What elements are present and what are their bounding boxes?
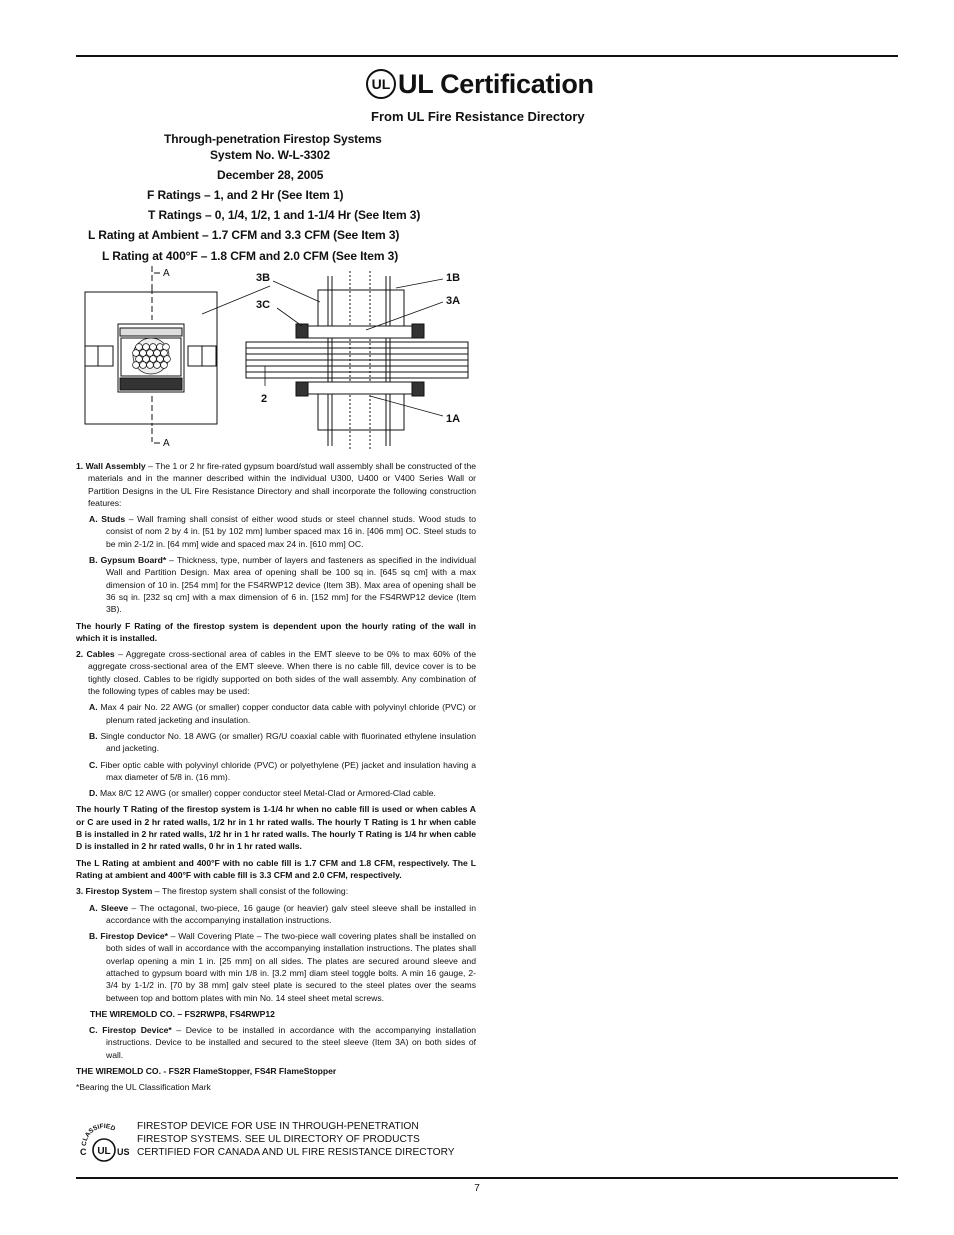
t-rating-note: The hourly T Rating of the firestop system is 1-1/4 hr when no cable fill is used or when cables A or C are used in 2 hr rated walls, 1/2 hr in 1 hr rated walls. The hourly T Rating is 1 hr when cable B is installed in 2 hr rated walls, 1/2 hr in 1 hr rated walls. The hourly T Rating is 1/4 hr when cable D is installed in 2 hr rated walls, 0 hr in 1 hr rated walls. (76, 804, 476, 852)
firestop-diagram (80, 266, 480, 460)
cul-classified-logo (76, 1120, 132, 1164)
f-rating-note: The hourly F Rating of the firestop system is dependent upon the hourly rating of the wall in which it is installed. (76, 620, 476, 643)
section-label-top: A (163, 268, 170, 279)
svg-text:C: C (80, 1147, 87, 1157)
callout-3c: 3C (256, 299, 271, 311)
svg-text:CLASSIFIED: CLASSIFIED (80, 1122, 117, 1147)
cable-a-item: A. Max 4 pair No. 22 AWG (or smaller) copper conductor data cable with polyvinyl chloride (PVC) or plenum rated jacketing and insulation. (89, 702, 476, 725)
cables-item: 2. Cables – Aggregate cross-sectional area of cables in the EMT sleeve to be 0% to max 60% of the aggregate cross-sectional area of the EMT sleeve. When there is no cable fill, device cover is to be tightly closed. Cables to be rigidly supported on both sides of the wall assembly. Any combination of the following types of cables may be used: (76, 649, 476, 697)
device-manufacturer: THE WIREMOLD CO. - FS2R FlameStopper, FS4R FlameStopper (76, 1066, 337, 1077)
page-title: UL Certification (398, 68, 594, 99)
cable-c-item: C. Fiber optic cable with polyvinyl chloride (PVC) or polyethylene (PE) jacket and insulation having a max diameter of 5/8 in. (16 mm). (89, 759, 476, 782)
firestop-device-item: C. Firestop Device* – Device to be installed in accordance with the accompanying installation instructions. Device to be installed and secured to the steel sleeve (Item 3A) on both sides of wall. (89, 1025, 476, 1060)
firestop-system-item: 3. Firestop System – The firestop system shall consist of the following: (76, 886, 349, 897)
bottom-rule (76, 1177, 898, 1179)
section-view (246, 271, 468, 451)
system-description (76, 460, 476, 1098)
callout-1a: 1A (446, 413, 461, 425)
svg-text:UL: UL (97, 1146, 111, 1157)
wall-assembly-item: 1. Wall Assembly – The 1 or 2 hr fire-rated gypsum board/stud wall assembly shall be constructed of the materials and in the manner described within the individual U300, U400 or V400 Series Wall or Partition Designs in the UL Fire Resistance Directory and shall incorporate the following construction features: (76, 461, 476, 508)
l-rating-ambient: L Rating at Ambient – 1.7 CFM and 3.3 CFM (See Item 3) (88, 228, 400, 242)
system-date: December 28, 2005 (217, 168, 324, 182)
firestop-device-plate-item: B. Firestop Device* – Wall Covering Plate – The two-piece wall covering plates shall be installed on both sides of wall in accordance with the accompanying installation instructions. The plates shall overlap opening a min 1 in. [25 mm] on all sides. The plates are secured around sleeve and attached to gypsum board with min 1/8 in. [3.2 mm] diam steel toggle bolts. A min 16 gauge, 2-3/4 by 1-1/2 in. [70 by 38 mm] galv steel plate is secured to the steel plates over the seams between top and bottom plates with min No. 14 steel sheet metal screws. (89, 931, 477, 1003)
system-number: System No. W-L-3302 (210, 148, 330, 162)
notice-text: FIRESTOP DEVICE FOR USE IN THROUGH-PENETRATION FIRESTOP SYSTEMS. SEE UL DIRECTORY OF PRODUCTS CERTIFIED FOR CANADA AND UL FIRE RESISTANCE DIRECTORY (137, 1121, 455, 1158)
callout-3b: 3B (256, 272, 271, 284)
ul-logo: UL (366, 69, 396, 99)
top-rule (76, 55, 898, 57)
f-ratings: F Ratings – 1, and 2 Hr (See Item 1) (147, 188, 344, 202)
plate-manufacturer: THE WIREMOLD CO. – FS2RWP8, FS4RWP12 (90, 1008, 275, 1019)
section-label-bottom: A (163, 438, 170, 449)
callout-3a: 3A (446, 295, 461, 307)
l-rating-note: The L Rating at ambient and 400°F with no cable fill is 1.7 CFM and 1.8 CFM, respectively. The L Rating at ambient and 400°F with cable fill is 3.3 CFM and 2.0 CFM, respectively. (76, 857, 476, 880)
svg-text:US: US (117, 1147, 130, 1157)
footnote: *Bearing the UL Classification Mark (76, 1082, 211, 1093)
page-number: 7 (474, 1183, 480, 1194)
gypsum-board-item: B. Gypsum Board* – Thickness, type, number of layers and fasteners as specified in the individual Wall and Partition Design. Max area of opening shall be 100 sq in. [645 sq cm] with a max dimension of 10 in. [254 mm] for the FS4RWP12 device (Item 3B). Max area of opening shall be 36 sq in. [232 sq cm] with a max dimension of 6 in. [152 mm] for the FS4RWP12 device (Item 3B). (89, 555, 476, 615)
cable-d-item: D. Max 8/C 12 AWG (or smaller) copper conductor steel Metal-Clad or Armored-Clad cable. (89, 788, 436, 799)
studs-item: A. Studs – Wall framing shall consist of either wood studs or steel channel studs. Wood studs to consist of nom 2 by 4 in. [51 by 102 mm] lumber spaced max 16 in. [406 mm] OC. Steel studs to be min 2-1/2 in. [64 mm] wide and spaced max 24 in. [610 mm] OC. (89, 514, 476, 549)
page-header (366, 66, 594, 102)
t-ratings: T Ratings – 0, 1/4, 1/2, 1 and 1-1/4 Hr (See Item 3) (148, 208, 421, 222)
callout-2: 2 (261, 393, 268, 405)
system-type: Through-penetration Firestop Systems (164, 132, 382, 146)
sleeve-item: A. Sleeve – The octagonal, two-piece, 16 gauge (or heavier) galv steel sleeve shall be installed in accordance with the accompanying installation instructions. (89, 902, 476, 925)
callout-1b: 1B (446, 272, 461, 284)
cable-b-item: B. Single conductor No. 18 AWG (or smaller) RG/U coaxial cable with fluorinated ethylene insulation and jacketing. (89, 730, 476, 754)
page-subtitle: From UL Fire Resistance Directory (371, 109, 585, 124)
l-rating-400f: L Rating at 400°F – 1.8 CFM and 2.0 CFM (See Item 3) (102, 249, 399, 263)
classification-notice (76, 1116, 496, 1166)
